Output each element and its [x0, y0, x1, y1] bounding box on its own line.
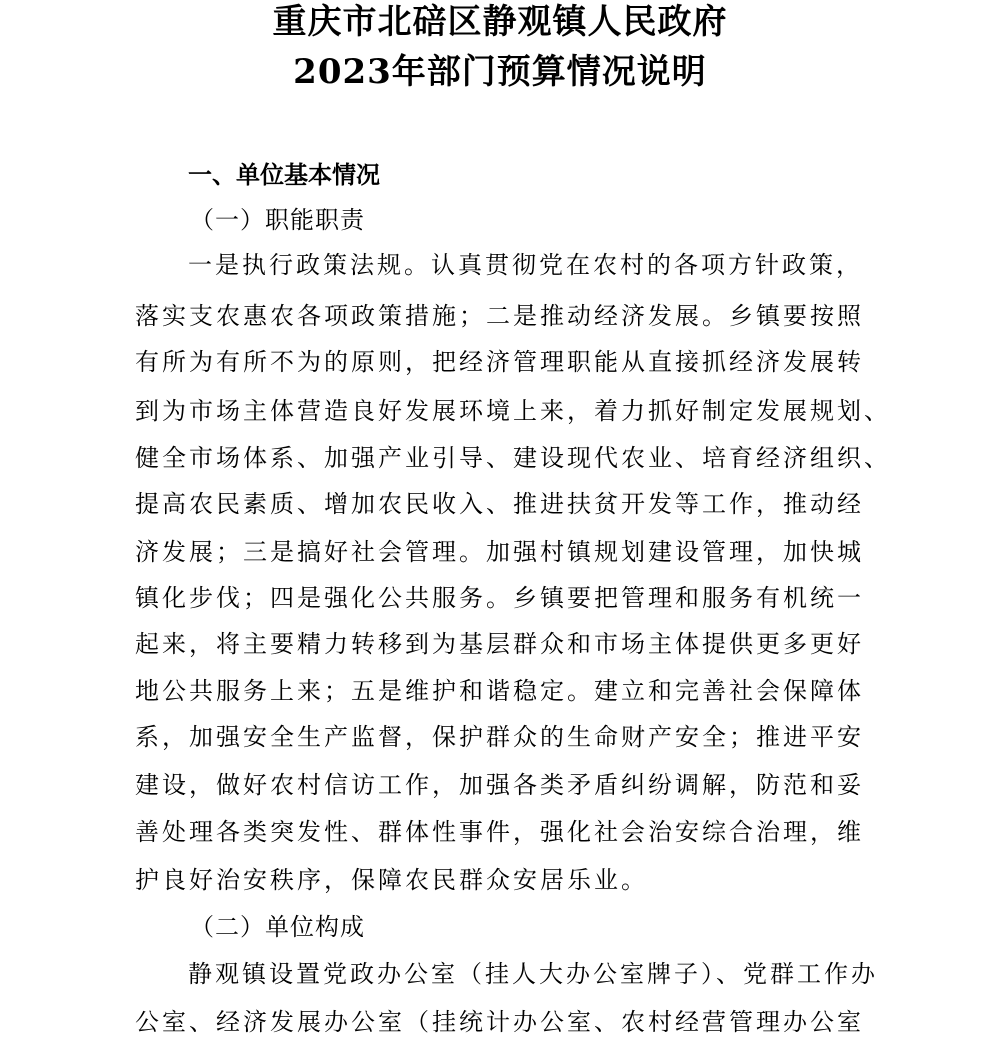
paragraph-line: 静观镇设置党政办公室（挂人大办公室牌子）、党群工作办 — [188, 960, 878, 988]
paragraph-line: 济发展；三是搞好社会管理。加强村镇规划建设管理，加快城 — [135, 538, 864, 566]
paragraph-line: 善处理各类突发性、群体性事件，强化社会治安综合治理，维 — [135, 818, 864, 846]
paragraph-line: 镇化步伐；四是强化公共服务。乡镇要把管理和服务有机统一 — [135, 584, 864, 612]
paragraph-line: 一是执行政策法规。认真贯彻党在农村的各项方针政策， — [188, 251, 863, 279]
section-heading-basic-info: 一、单位基本情况 — [188, 160, 380, 189]
paragraph-line: 有所为有所不为的原则，把经济管理职能从直接抓经济发展转 — [135, 348, 864, 376]
paragraph-line: 提高农民素质、增加农民收入、推进扶贫开发等工作，推动经 — [135, 490, 864, 518]
paragraph-line: 健全市场体系、加强产业引导、建设现代农业、培育经济组织、 — [135, 444, 891, 472]
document-title-line-1: 重庆市北碚区静观镇人民政府 — [272, 2, 728, 42]
paragraph-line: 地公共服务上来；五是维护和谐稳定。建立和完善社会保障体 — [135, 677, 864, 705]
paragraph-line: 护良好治安秩序，保障农民群众安居乐业。 — [135, 866, 648, 894]
paragraph-line: 系，加强安全生产监督，保护群众的生命财产安全；推进平安 — [135, 723, 864, 751]
subsection-heading-duties: （一）职能职责 — [190, 206, 365, 234]
document-title-line-2: 2023年部门预算情况说明 — [293, 52, 707, 92]
paragraph-line: 公室、经济发展办公室（挂统计办公室、农村经营管理办公室 — [135, 1008, 864, 1036]
paragraph-line: 建设，做好农村信访工作，加强各类矛盾纠纷调解，防范和妥 — [135, 771, 864, 799]
paragraph-line: 到为市场主体营造良好发展环境上来，着力抓好制定发展规划、 — [135, 397, 891, 425]
subsection-heading-composition: （二）单位构成 — [190, 913, 365, 941]
paragraph-line: 起来，将主要精力转移到为基层群众和市场主体提供更多更好 — [135, 630, 864, 658]
paragraph-line: 落实支农惠农各项政策措施；二是推动经济发展。乡镇要按照 — [135, 302, 864, 330]
